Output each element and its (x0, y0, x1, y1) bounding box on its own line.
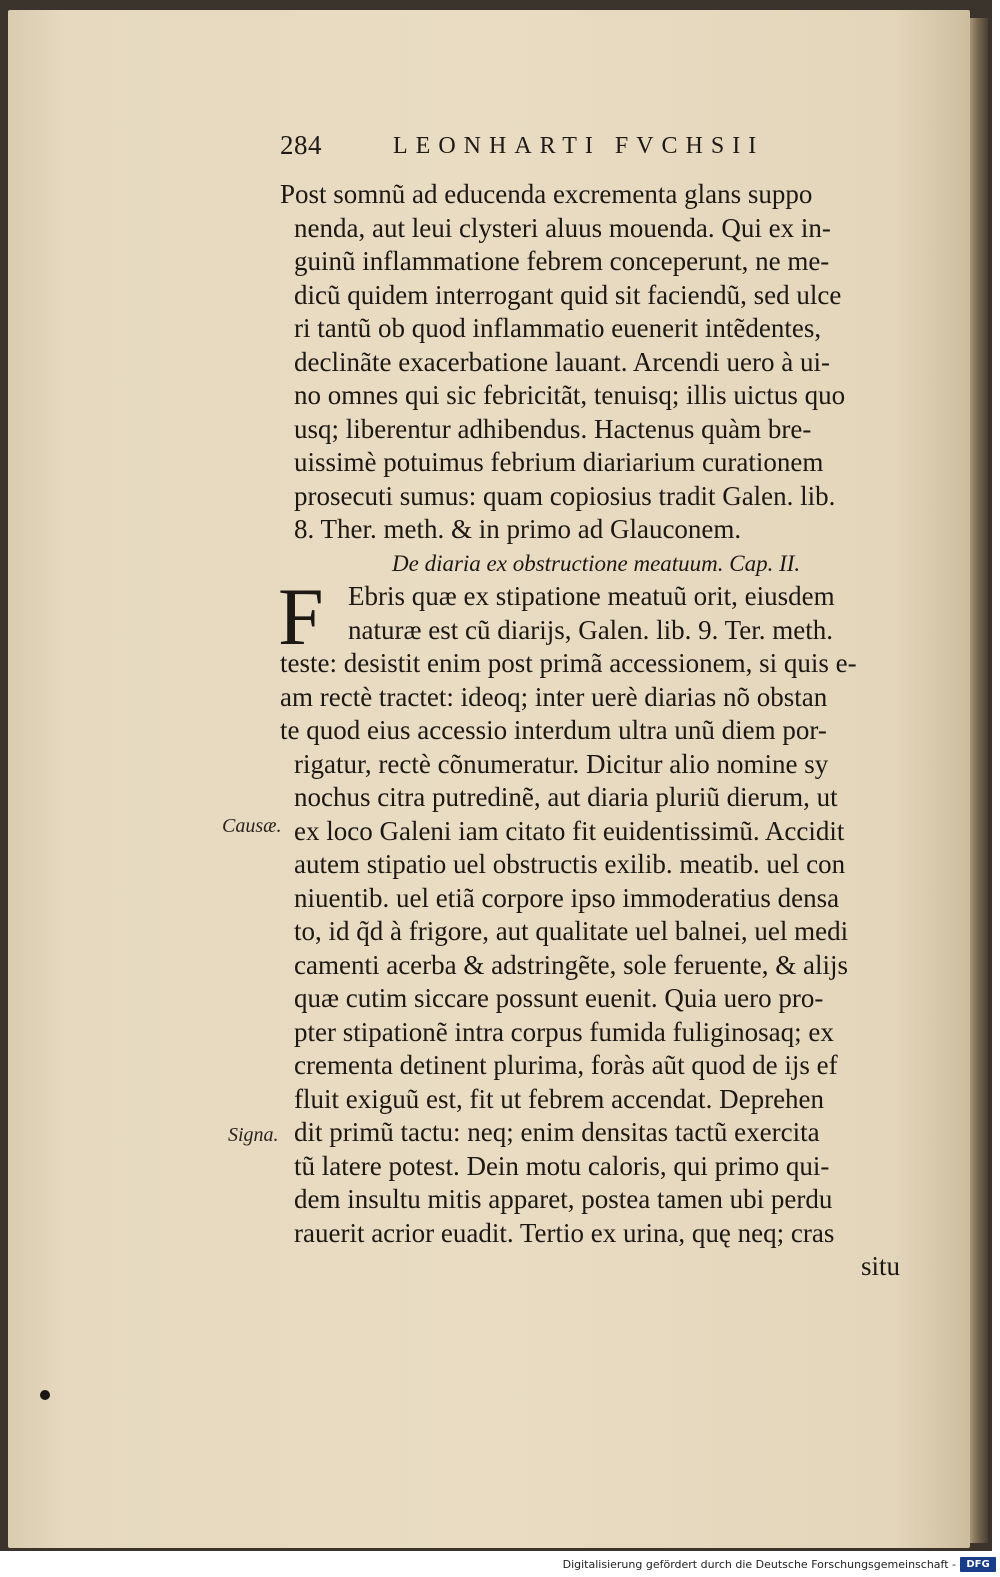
text-line: rigatur, rectè cõnumeratur. Dicitur alio nomine sy (294, 748, 829, 779)
text-line: camenti acerba & adstringẽte, sole feruente, & alijs (294, 949, 849, 980)
text-line: 8. Ther. meth. & in primo ad Glauconem. (294, 514, 742, 544)
text-line: crementa detinent plurima, foràs aũt quod de ijs ef (294, 1050, 838, 1080)
text-line: te quod eius accessio interdum ultra unũ diem por- (280, 715, 827, 745)
drop-capital: F (278, 571, 324, 662)
page-edge (970, 18, 988, 1543)
text-line: Post somnũ ad educenda excrementa glans suppo (280, 179, 813, 209)
text-line: prosecuti sumus: quam copiosius tradit Galen. lib. (294, 480, 836, 511)
chapter-heading: De diaria ex obstructione meatuum. Cap. II. (392, 550, 801, 576)
text-line: declinãte exacerbatione lauant. Arcendi uero à ui- (294, 346, 830, 377)
text-line: dicũ quidem interrogant quid sit faciendũ, sed ulce (294, 279, 842, 310)
text-line: guinũ inflammatione febrem conceperunt, ne me- (294, 246, 830, 276)
text-line: autem stipatio uel obstructis exilib. meatib. uel con (294, 849, 846, 879)
text-line: dit primũ tactu: neq; enim densitas tactũ exercita (294, 1117, 820, 1147)
text-line: uissimè potuimus febrium diariarium curationem (294, 447, 824, 477)
text-line: ex loco Galeni iam citato fit euidentissimũ. Accidit (294, 815, 845, 846)
text-line: dem insultu mitis apparet, postea tamen ubi perdu (294, 1184, 833, 1214)
dfg-logo: DFG (960, 1557, 996, 1572)
text-line: rauerit acrior euadit. Tertio ex urina, quę neq; cras (294, 1217, 835, 1248)
page-number: 284 (280, 130, 322, 160)
text-line: nenda, aut leui clysteri aluus mouenda. Qui ex in- (294, 212, 831, 243)
text-line: usq; liberentur adhibendus. Hactenus quàm bre- (294, 413, 812, 444)
text-line: pter stipationẽ intra corpus fumida fuliginosaq; ex (294, 1016, 834, 1047)
text-line: fluit exiguũ est, fit ut febrem accendat. Deprehen (294, 1083, 825, 1114)
marginal-note-causae: Causæ. (222, 815, 282, 837)
text-line: ri tantũ ob quod inflammatio euenerit intẽdentes, (294, 313, 822, 343)
ink-spot (40, 1390, 50, 1400)
footer-bar (0, 1553, 1000, 1577)
page-header (280, 130, 880, 170)
text-line: quæ cutim siccare possunt euenit. Quia uero pro- (294, 983, 824, 1013)
body-text (280, 178, 902, 1284)
text-line: no omnes qui sic febricitãt, tenuisq; illis uictus quo (294, 380, 846, 410)
running-head: LEONHARTI FVCHSII (393, 133, 765, 159)
catchword: situ (860, 1251, 900, 1281)
text-line: teste: desistit enim post primã accessionem, si quis e- (280, 648, 857, 678)
text-line: nochus citra putredinẽ, aut diaria pluriũ dierum, ut (294, 782, 838, 812)
text-line: niuentib. uel etiã corpore ipso immoderatius densa (294, 882, 840, 913)
text-line: tũ latere potest. Dein motu caloris, qui primo qui- (294, 1150, 830, 1181)
text-line: Ebris quæ ex stipatione meatuũ orit, eiusdem (348, 581, 835, 611)
text-line: am rectè tractet: ideoq; inter uerè diarias nõ obstan (280, 681, 828, 712)
text-line: naturæ est cũ diarijs, Galen. lib. 9. Ter. meth. (348, 614, 834, 645)
marginal-note-signa: Signa. (228, 1124, 279, 1146)
funding-note: Digitalisierung gefördert durch die Deutsche Forschungsgemeinschaft - (562, 1558, 956, 1571)
text-line: to, id q̃d à frigore, aut qualitate uel balnei, uel medi (294, 916, 849, 946)
